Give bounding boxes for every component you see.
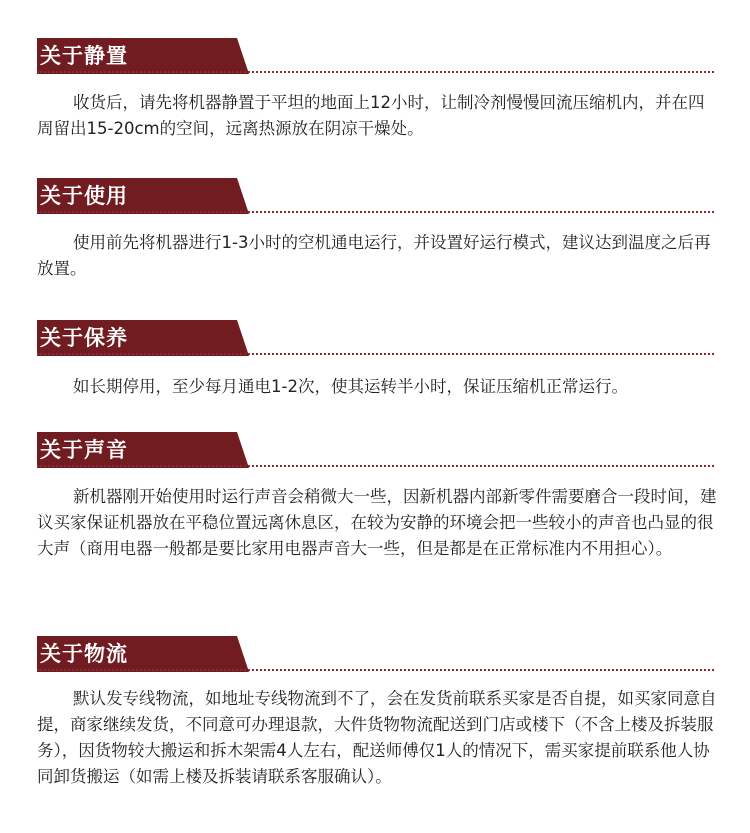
section-header [0,178,750,214]
section-maintenance [0,320,750,396]
section-header [0,38,750,74]
section-title: 关于保养 [40,326,128,350]
section-title: 关于静置 [40,44,128,68]
section-text: 新机器刚开始使用时运行声音会稍微大一些，因新机器内部新零件需要磨合一段时间，建议买家保证机器放在平稳位置远离休息区，在较为安静的环境会把一些较小的声音也凸显的很大声（商用电器一般都是要比家用电器声音大一些，但是都是在正常标准内不用担心）。 [37,487,717,558]
dotted-divider [37,353,714,355]
section-text: 默认发专线物流，如地址专线物流到不了，会在发货前联系买家是否自提，如买家同意自提，商家继续发货，不同意可办理退款，大件货物物流配送到门店或楼下（不含上楼及拆装服务），因货物较大搬运和拆木架需4人左右，配送师傅仅1人的情况下，需买家提前联系他人协同卸货搬运（如需上楼及拆装请联系客服确认）。 [37,689,717,786]
section-title: 关于物流 [40,642,128,666]
section-usage [0,178,750,278]
dotted-divider [37,71,714,73]
section-header [0,636,750,672]
section-sound [0,432,750,558]
section-title: 关于使用 [40,184,128,208]
section-text: 使用前先将机器进行1-3小时的空机通电运行，并设置好运行模式，建议达到温度之后再放置。 [37,233,711,278]
section-text: 收货后，请先将机器静置于平坦的地面上12小时，让制冷剂慢慢回流压缩机内，并在四周留出15-20cm的空间，远离热源放在阴凉干燥处。 [37,93,705,138]
section-static [0,38,750,138]
dotted-divider [37,669,714,671]
dotted-divider [37,465,714,467]
section-title: 关于声音 [40,438,128,462]
section-header [0,320,750,356]
section-header [0,432,750,468]
section-logistics [0,636,750,786]
section-text: 如长期停用，至少每月通电1-2次，使其运转半小时，保证压缩机正常运行。 [73,377,628,396]
dotted-divider [37,211,714,213]
